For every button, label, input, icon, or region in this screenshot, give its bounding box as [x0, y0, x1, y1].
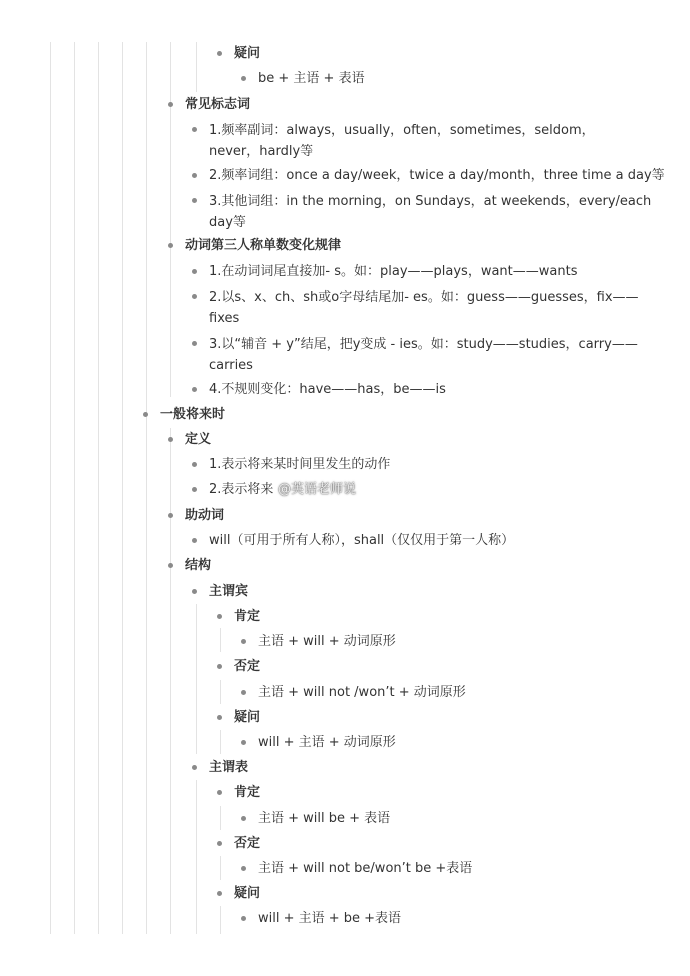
bullet-icon	[168, 243, 173, 248]
outline-item[interactable]: 2.以s、x、ch、sh或o字母结尾加- es。如：guess——guesses，fix——fixes	[209, 287, 639, 329]
bullet-icon	[192, 487, 197, 492]
guide-line	[170, 42, 171, 397]
outline-item[interactable]: 4.不规则变化：have——has，be——is	[209, 380, 446, 400]
outline-item[interactable]: 肯定	[234, 783, 260, 803]
bullet-icon	[192, 198, 197, 203]
guide-line	[196, 604, 197, 754]
bullet-icon	[217, 715, 222, 720]
outline-item[interactable]: 肯定	[234, 607, 260, 627]
bullet-icon	[192, 341, 197, 346]
bullet-icon	[192, 173, 197, 178]
outline-item[interactable]: 主语 + will not be/won’t be +表语	[258, 859, 472, 879]
bullet-icon	[168, 102, 173, 107]
bullet-icon	[168, 513, 173, 518]
bullet-icon	[143, 412, 148, 417]
outline-item[interactable]: 主语 + will + 动词原形	[258, 632, 396, 652]
outline-item[interactable]: 否定	[234, 657, 260, 677]
outline-item[interactable]: 1.表示将来某时间里发生的动作	[209, 455, 390, 475]
bullet-icon	[241, 866, 246, 871]
bullet-icon	[217, 790, 222, 795]
guide-line	[50, 42, 51, 934]
bullet-icon	[168, 563, 173, 568]
bullet-icon	[241, 816, 246, 821]
outline-item[interactable]: 否定	[234, 834, 260, 854]
outline-item[interactable]: 1.在动词词尾直接加- s。如：play——plays，want——wants	[209, 262, 577, 282]
outline-item[interactable]: 2.频率词组：once a day/week，twice a day/month，three time a day等	[209, 166, 665, 186]
outline-item[interactable]: 助动词	[185, 506, 224, 526]
outline-item[interactable]: will + 主语 + 动词原形	[258, 733, 396, 753]
bullet-icon	[192, 765, 197, 770]
guide-line	[122, 42, 123, 934]
bullet-icon	[241, 639, 246, 644]
guide-line	[220, 806, 221, 830]
outline-item[interactable]: 主谓表	[209, 758, 248, 778]
bullet-icon	[217, 51, 222, 56]
guide-line	[220, 856, 221, 880]
bullet-icon	[192, 269, 197, 274]
bullet-icon	[241, 76, 246, 81]
guide-line	[146, 42, 147, 934]
outline-item[interactable]: will（可用于所有人称），shall（仅仅用于第一人称）	[209, 531, 514, 551]
outline-item[interactable]: 主语 + will not /won’t + 动词原形	[258, 683, 466, 703]
guide-line	[220, 906, 221, 934]
outline-item[interactable]: be + 主语 + 表语	[258, 69, 365, 89]
outline-item[interactable]: 3.以“辅音 + y”结尾，把y变成 - ies。如：study——studies，carry——carries	[209, 334, 639, 376]
guide-line	[196, 780, 197, 934]
guide-line	[98, 42, 99, 934]
bullet-icon	[217, 664, 222, 669]
outline-item[interactable]: 2.表示将来	[209, 480, 273, 500]
outline-item[interactable]: 主语 + will be + 表语	[258, 809, 390, 829]
outline-item[interactable]: 疑问	[234, 44, 260, 64]
guide-line	[220, 680, 221, 704]
bullet-icon	[241, 690, 246, 695]
bullet-icon	[217, 841, 222, 846]
bullet-icon	[192, 462, 197, 467]
guide-line	[74, 42, 75, 934]
bullet-icon	[192, 538, 197, 543]
bullet-icon	[192, 589, 197, 594]
guide-line	[170, 428, 171, 934]
outline-item[interactable]: 主谓宾	[209, 582, 248, 602]
outline-item[interactable]: 定义	[185, 430, 211, 450]
outline-item[interactable]: 动词第三人称单数变化规律	[185, 236, 341, 256]
outline-item[interactable]: 一般将来时	[160, 405, 225, 425]
bullet-icon	[241, 916, 246, 921]
guide-line	[196, 42, 197, 92]
guide-line	[220, 730, 221, 754]
watermark-text: @英语老师说	[278, 482, 357, 497]
bullet-icon	[168, 437, 173, 442]
bullet-icon	[241, 740, 246, 745]
outline-item[interactable]: 结构	[185, 556, 211, 576]
outline-item[interactable]: 常见标志词	[185, 95, 250, 115]
bullet-icon	[217, 614, 222, 619]
outline-item[interactable]: 1.频率副词：always，usually，often，sometimes，seldom，never，hardly等	[209, 120, 639, 162]
guide-line	[220, 628, 221, 652]
bullet-icon	[192, 294, 197, 299]
outline-item[interactable]: 3.其他词组：in the morning，on Sundays，at weekends，every/each day等	[209, 191, 654, 233]
bullet-icon	[192, 387, 197, 392]
outline-item[interactable]: 疑问	[234, 884, 260, 904]
bullet-icon	[192, 127, 197, 132]
bullet-icon	[217, 891, 222, 896]
outline-item[interactable]: will + 主语 + be +表语	[258, 909, 401, 929]
outline-item[interactable]: 疑问	[234, 708, 260, 728]
